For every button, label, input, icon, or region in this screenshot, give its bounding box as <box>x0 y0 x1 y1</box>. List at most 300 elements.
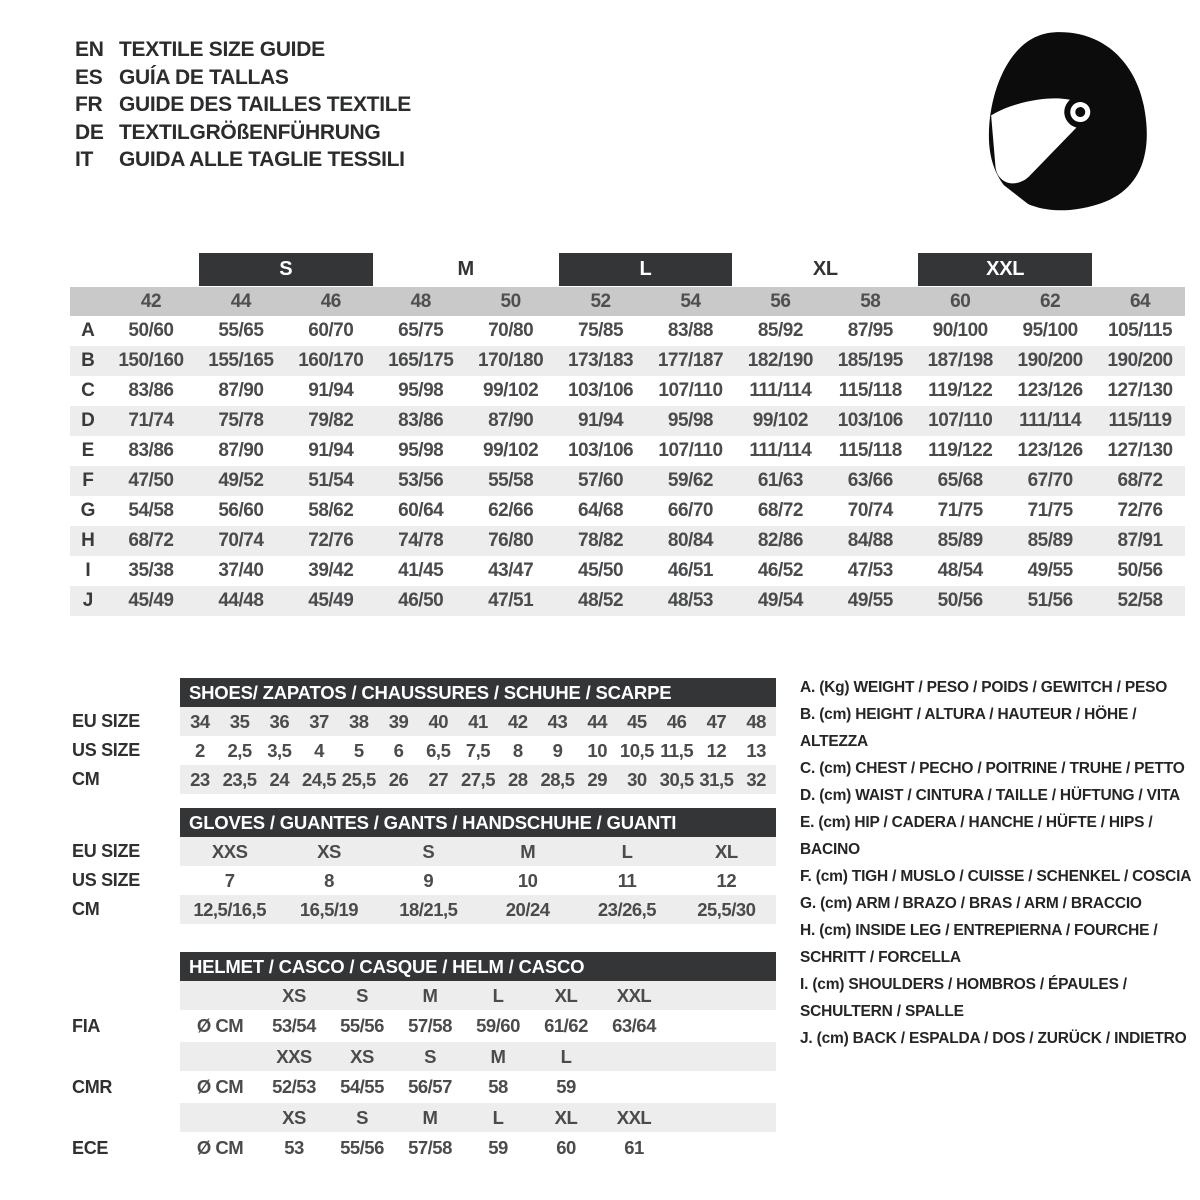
size-number: 46 <box>320 291 341 312</box>
measurement-value: 67/70 <box>1027 470 1073 491</box>
size-number: 52 <box>590 291 611 312</box>
helmet-values-row <box>70 1071 776 1103</box>
value-cell: 34 <box>190 711 210 732</box>
measurement-value: 123/126 <box>1017 380 1083 401</box>
measurement-value: 56/60 <box>218 500 264 521</box>
value-cell: 47 <box>706 711 727 732</box>
value-cell: 12 <box>716 870 737 891</box>
value-cell: 41 <box>468 711 488 732</box>
size-number: 44 <box>230 291 251 312</box>
measurement-value: 76/80 <box>488 530 534 551</box>
value-cell: 5 <box>353 740 364 761</box>
measurement-value: 63/66 <box>847 470 893 491</box>
measurement-value: 68/72 <box>757 500 803 521</box>
row-band <box>180 1132 776 1164</box>
measurement-value: 71/75 <box>937 500 983 521</box>
helmet-table <box>70 952 776 1164</box>
measurement-value: 49/52 <box>218 470 264 491</box>
value-cell: 20/24 <box>505 899 550 920</box>
measurement-value: 71/74 <box>128 410 174 431</box>
measurement-value: 87/90 <box>488 410 534 431</box>
gutter-spacer <box>70 678 180 707</box>
row-band <box>180 981 776 1010</box>
measurement-row <box>70 406 1185 436</box>
size-group-m: M <box>457 258 474 280</box>
value-cell: 8 <box>324 870 334 891</box>
value-cell: 18/21,5 <box>399 899 458 920</box>
value-cell: 28,5 <box>540 769 575 790</box>
measurement-value: 95/98 <box>398 440 444 461</box>
textile-size-table <box>70 253 1185 616</box>
measurement-value: 49/55 <box>847 590 893 611</box>
measurement-row <box>70 376 1185 406</box>
row-letter: F <box>82 470 94 491</box>
value-cell: 59 <box>556 1076 576 1097</box>
legend-item: B. (cm) HEIGHT / ALTURA / HAUTEUR / HÖHE / ALTEZZA <box>800 706 1137 750</box>
value-cell: 36 <box>269 711 290 732</box>
size-label: XXL <box>616 1107 652 1128</box>
size-label: L <box>560 1046 572 1067</box>
gloves-table <box>70 808 776 924</box>
value-cell: 23/26,5 <box>597 899 657 920</box>
gutter-spacer <box>70 808 180 837</box>
measurement-row <box>70 316 1185 346</box>
row-label: EU SIZE <box>70 707 180 736</box>
helmet-sizes-row <box>70 1103 776 1132</box>
value-cell: XS <box>317 841 341 862</box>
measurement-row <box>70 556 1185 586</box>
measurement-value: 87/91 <box>1117 530 1163 551</box>
measurement-value: 59/62 <box>667 470 713 491</box>
measurement-value: 60/64 <box>398 500 444 521</box>
value-cell: 29 <box>587 769 607 790</box>
measurement-value: 95/98 <box>667 410 713 431</box>
gloves-table-rows-row <box>70 895 776 924</box>
size-group-xl: XL <box>812 258 838 280</box>
value-cell: 26 <box>388 769 409 790</box>
standard-label: FIA <box>70 1010 180 1042</box>
size-label: L <box>492 985 504 1006</box>
measurement-value: 64/68 <box>578 500 624 521</box>
value-cell: 57/58 <box>408 1015 452 1036</box>
measurement-value: 103/106 <box>567 380 634 401</box>
measurement-value: 48/53 <box>667 590 713 611</box>
measurement-value: 57/60 <box>578 470 624 491</box>
language-code: ES <box>75 65 103 89</box>
value-cell: 61 <box>624 1137 644 1158</box>
value-cell: 48 <box>746 711 766 732</box>
value-cell: 44 <box>587 711 607 732</box>
measurement-value: 127/130 <box>1107 440 1173 461</box>
value-cell: 2,5 <box>227 740 252 761</box>
shoes-table-title: SHOES/ ZAPATOS / CHAUSSURES / SCHUHE / SCARPE <box>180 678 776 707</box>
legend-item: G. (cm) ARM / BRAZO / BRAS / ARM / BRACCIO <box>800 895 1142 912</box>
row-band <box>180 765 776 794</box>
measurement-value: 83/86 <box>398 410 444 431</box>
spacer-cell <box>668 981 776 1010</box>
measurement-value: 127/130 <box>1107 380 1173 401</box>
shoes-table-rows <box>70 707 776 794</box>
measurement-value: 90/100 <box>932 320 988 341</box>
value-cell: 53 <box>284 1137 304 1158</box>
measurement-value: 99/102 <box>483 440 539 461</box>
size-label: M <box>422 1107 438 1128</box>
measurement-value: 35/38 <box>128 560 174 581</box>
legend-item: A. (Kg) WEIGHT / PESO / POIDS / GEWITCH / PESO <box>800 679 1168 696</box>
measurement-value: 115/118 <box>838 440 902 461</box>
size-label: XS <box>282 1107 306 1128</box>
legend-item: H. (cm) INSIDE LEG / ENTREPIERNA / FOURCHE / SCHRITT / FORCELLA <box>800 922 1158 966</box>
measurement-value: 85/89 <box>1027 530 1073 551</box>
measurement-value: 95/100 <box>1022 320 1078 341</box>
measurement-value: 78/82 <box>578 530 624 551</box>
row-band <box>180 866 776 895</box>
size-number: 50 <box>500 291 521 312</box>
value-cell: 52/53 <box>272 1076 316 1097</box>
guide-title: GUIDA ALLE TAGLIE TESSILI <box>119 148 405 171</box>
gloves-table-rows-row <box>70 866 776 895</box>
size-label: XXS <box>276 1046 312 1067</box>
measurement-value: 165/175 <box>388 350 454 371</box>
size-label: XL <box>554 1107 578 1128</box>
size-number: 60 <box>950 291 971 312</box>
value-cell: 45 <box>627 711 647 732</box>
legend-item: C. (cm) CHEST / PECHO / POITRINE / TRUHE / PETTO <box>800 760 1185 777</box>
measurement-value: 95/98 <box>398 380 444 401</box>
size-label: S <box>356 985 368 1006</box>
measurement-value: 68/72 <box>1117 470 1163 491</box>
helmet-icon <box>975 28 1150 213</box>
value-cell: 57/58 <box>408 1137 452 1158</box>
measurement-value: 160/170 <box>298 350 364 371</box>
language-code: EN <box>75 38 104 61</box>
row-letter: A <box>81 320 95 341</box>
value-cell: 24,5 <box>302 769 337 790</box>
measurement-value: 91/94 <box>578 410 624 431</box>
measurement-value: 48/54 <box>937 560 983 581</box>
value-cell: 9 <box>423 870 434 891</box>
value-cell: 32 <box>746 769 766 790</box>
measurement-value: 52/58 <box>1117 590 1163 611</box>
value-cell: 56/57 <box>408 1076 452 1097</box>
measurement-value: 47/50 <box>128 470 174 491</box>
measurement-value: 51/56 <box>1027 590 1073 611</box>
value-cell: 11,5 <box>660 740 694 761</box>
legend-item: J. (cm) BACK / ESPALDA / DOS / ZURÜCK / INDIETRO <box>800 1030 1187 1047</box>
measurement-value: 65/75 <box>398 320 444 341</box>
value-cell: 16,5/19 <box>299 899 359 920</box>
numeric-size-row <box>70 287 1185 316</box>
row-letter: G <box>80 500 96 521</box>
value-cell: XXS <box>211 841 248 862</box>
row-letter: I <box>85 560 91 581</box>
measurement-value: 66/70 <box>667 500 713 521</box>
measurement-value: 55/58 <box>488 470 534 491</box>
size-label: XS <box>282 985 306 1006</box>
value-cell: 6 <box>393 740 404 761</box>
language-code: FR <box>75 93 103 116</box>
value-cell: 25,5 <box>341 769 376 790</box>
row-band <box>180 707 776 736</box>
measurement-value: 53/56 <box>398 470 444 491</box>
spacer-cell <box>668 1103 776 1132</box>
value-cell: 3,5 <box>267 740 292 761</box>
language-row <box>75 91 411 119</box>
guide-title: GUÍA DE TALLAS <box>119 65 289 89</box>
value-cell: 6,5 <box>426 740 451 761</box>
row-band <box>180 1042 776 1071</box>
spacer-cell <box>180 1042 260 1071</box>
legend-item: D. (cm) WAIST / CINTURA / TAILLE / HÜFTUNG / VITA <box>800 787 1180 804</box>
measurement-value: 47/53 <box>847 560 893 581</box>
value-cell: 10,5 <box>619 740 654 761</box>
size-number: 64 <box>1129 291 1151 312</box>
measurement-value: 190/200 <box>1017 350 1083 371</box>
language-title-block <box>75 36 411 174</box>
row-band <box>180 736 776 765</box>
value-cell: 61/62 <box>544 1015 588 1036</box>
measurement-value: 44/48 <box>218 590 264 611</box>
standard-label: CMR <box>70 1071 180 1103</box>
language-row <box>75 36 411 64</box>
measurement-value: 46/52 <box>757 560 803 581</box>
size-label: L <box>492 1107 504 1128</box>
row-label: US SIZE <box>70 866 180 895</box>
measurement-value: 45/50 <box>578 560 624 581</box>
value-cell: 63/64 <box>612 1015 656 1036</box>
corner-spacer <box>70 287 106 316</box>
measurement-value: 111/114 <box>749 380 812 401</box>
language-row <box>75 64 411 92</box>
spacer-cell <box>668 1042 776 1071</box>
value-cell: 43 <box>547 711 568 732</box>
measurement-value: 61/63 <box>757 470 803 491</box>
value-cell: 23 <box>190 769 210 790</box>
measurement-value: 48/52 <box>578 590 624 611</box>
size-number: 42 <box>140 291 162 312</box>
measurement-value: 50/56 <box>1117 560 1163 581</box>
measurement-value: 91/94 <box>308 380 354 401</box>
value-cell: 59/60 <box>476 1015 520 1036</box>
diameter-unit: Ø CM <box>196 1137 244 1158</box>
spacer-cell <box>668 1071 776 1103</box>
measurement-value: 190/200 <box>1107 350 1173 371</box>
measurement-value: 115/118 <box>838 380 902 401</box>
row-letter: B <box>81 350 95 371</box>
value-cell: 55/56 <box>340 1015 384 1036</box>
measurement-value: 75/78 <box>218 410 264 431</box>
value-cell: 7,5 <box>465 740 491 761</box>
measurement-value: 51/54 <box>308 470 354 491</box>
measurement-row <box>70 466 1185 496</box>
measurement-value: 72/76 <box>1117 500 1163 521</box>
measurement-value: 119/122 <box>928 440 993 461</box>
measurement-value: 99/102 <box>752 410 808 431</box>
gloves-title-row <box>70 808 776 837</box>
value-cell: L <box>621 841 633 862</box>
standard-label: ECE <box>70 1132 180 1164</box>
value-cell: 27,5 <box>460 769 495 790</box>
measurement-value: 111/114 <box>749 440 812 461</box>
measurement-value: 83/86 <box>128 380 174 401</box>
value-cell: 13 <box>746 740 766 761</box>
measurement-value: 70/74 <box>218 530 264 551</box>
size-label: M <box>422 985 438 1006</box>
size-group-header-row <box>70 253 1185 286</box>
measurement-value: 41/45 <box>398 560 444 581</box>
measurement-value: 79/82 <box>308 410 354 431</box>
measurement-value: 173/183 <box>567 350 634 371</box>
value-cell: 2 <box>194 740 205 761</box>
measurement-value: 45/49 <box>308 590 354 611</box>
measurement-value: 58/62 <box>308 500 354 521</box>
measurement-value: 82/86 <box>757 530 803 551</box>
value-cell: 53/54 <box>272 1015 316 1036</box>
measurement-row <box>70 496 1185 526</box>
gutter-spacer <box>70 1103 180 1132</box>
measurement-row <box>70 436 1185 466</box>
value-cell: 55/56 <box>340 1137 384 1158</box>
value-cell: 30 <box>627 769 647 790</box>
value-cell: 38 <box>349 711 369 732</box>
value-cell: 30,5 <box>659 769 694 790</box>
spacer-cell <box>668 1010 776 1042</box>
measurement-value: 72/76 <box>308 530 354 551</box>
measurement-row <box>70 526 1185 556</box>
measurement-rows <box>70 316 1185 616</box>
measurement-value: 91/94 <box>308 440 354 461</box>
measurement-value: 103/106 <box>567 440 634 461</box>
value-cell: 59 <box>488 1137 508 1158</box>
shoes-table <box>70 678 776 794</box>
size-group-l: L <box>559 253 733 286</box>
measurement-value: 49/55 <box>1027 560 1073 581</box>
helmet-sizes-row <box>70 1042 776 1071</box>
value-cell: 42 <box>507 711 528 732</box>
row-band <box>180 895 776 924</box>
helmet-table-rows <box>70 981 776 1164</box>
measurement-value: 46/50 <box>398 590 444 611</box>
size-number: 54 <box>680 291 701 312</box>
measurement-value: 85/92 <box>757 320 803 341</box>
measurement-row <box>70 586 1185 616</box>
size-label: S <box>424 1046 436 1067</box>
value-cell: 24 <box>269 769 290 790</box>
measurement-value: 87/90 <box>218 380 264 401</box>
measurement-value: 75/85 <box>578 320 624 341</box>
measurement-value: 103/106 <box>837 410 903 431</box>
size-number: 62 <box>1040 291 1061 312</box>
size-number: 48 <box>410 291 431 312</box>
measurement-value: 123/126 <box>1017 440 1083 461</box>
legend-item: F. (cm) TIGH / MUSLO / CUISSE / SCHENKEL / COSCIA <box>800 868 1192 885</box>
size-label <box>600 1042 668 1071</box>
legend-item: I. (cm) SHOULDERS / HOMBROS / ÉPAULES / SCHULTERN / SPALLE <box>800 976 1127 1020</box>
measurement-legend <box>800 674 1198 1052</box>
measurement-value: 87/90 <box>218 440 264 461</box>
measurement-value: 187/198 <box>927 350 993 371</box>
measurement-value: 115/119 <box>1108 410 1172 431</box>
row-band <box>180 837 776 866</box>
measurement-value: 65/68 <box>937 470 983 491</box>
measurement-value: 71/75 <box>1027 500 1073 521</box>
helmet-icon-svg <box>975 28 1150 213</box>
value-cell: 27 <box>428 769 449 790</box>
gloves-table-rows <box>70 837 776 924</box>
value-cell: 10 <box>517 870 538 891</box>
row-label: CM <box>70 895 180 924</box>
helmet-values-row <box>70 1132 776 1164</box>
measurement-value: 87/95 <box>847 320 893 341</box>
row-letter: J <box>82 590 94 611</box>
value-cell: 25,5/30 <box>697 899 756 920</box>
measurement-value: 170/180 <box>478 350 544 371</box>
measurement-value: 80/84 <box>667 530 713 551</box>
gutter-spacer <box>70 952 180 981</box>
row-label: CM <box>70 765 180 794</box>
legend-item: E. (cm) HIP / CADERA / HANCHE / HÜFTE / HIPS / BACINO <box>800 814 1153 858</box>
language-row <box>75 119 411 147</box>
value-cell: 46 <box>666 711 687 732</box>
spacer-cell <box>180 981 260 1010</box>
measurement-value: 50/56 <box>937 590 983 611</box>
measurement-value: 70/74 <box>847 500 893 521</box>
measurement-value: 60/70 <box>308 320 354 341</box>
measurement-value: 39/42 <box>308 560 354 581</box>
measurement-value: 182/190 <box>747 350 813 371</box>
measurement-value: 45/49 <box>128 590 174 611</box>
value-cell: 12,5/16,5 <box>193 899 266 920</box>
row-label: US SIZE <box>70 736 180 765</box>
measurement-value: 84/88 <box>847 530 893 551</box>
measurement-value: 177/187 <box>657 350 724 371</box>
gutter-spacer <box>70 981 180 1010</box>
value-cell: M <box>520 841 536 862</box>
measurement-value: 111/114 <box>1019 410 1082 431</box>
value-cell: 31,5 <box>699 769 734 790</box>
row-letter: D <box>81 410 95 431</box>
value-cell: 58 <box>488 1076 508 1097</box>
size-group-s: S <box>199 253 373 286</box>
row-letter: C <box>81 380 95 401</box>
helmet-title-row <box>70 952 776 981</box>
value-cell: XL <box>715 841 738 862</box>
spacer-cell <box>668 1132 776 1164</box>
measurement-value: 155/165 <box>208 350 274 371</box>
row-label: EU SIZE <box>70 837 180 866</box>
measurement-value: 70/80 <box>488 320 534 341</box>
measurement-value: 83/86 <box>128 440 174 461</box>
value-cell: 23,5 <box>222 769 257 790</box>
size-label: S <box>356 1107 368 1128</box>
shoes-table-rows-row <box>70 765 776 794</box>
value-cell: 37 <box>309 711 329 732</box>
measurement-value: 46/51 <box>667 560 713 581</box>
measurement-value: 185/195 <box>837 350 903 371</box>
shoes-table-rows-row <box>70 707 776 736</box>
size-label: M <box>490 1046 506 1067</box>
measurement-value: 43/47 <box>488 560 534 581</box>
helmet-table-title: HELMET / CASCO / CASQUE / HELM / CASCO <box>180 952 776 981</box>
size-number: 56 <box>770 291 791 312</box>
measurement-value: 99/102 <box>483 380 539 401</box>
measurement-value: 74/78 <box>398 530 444 551</box>
measurement-value: 50/60 <box>128 320 174 341</box>
measurement-value: 47/51 <box>488 590 534 611</box>
row-letter: H <box>81 530 95 551</box>
gloves-table-rows-row <box>70 837 776 866</box>
measurement-value: 83/88 <box>667 320 713 341</box>
